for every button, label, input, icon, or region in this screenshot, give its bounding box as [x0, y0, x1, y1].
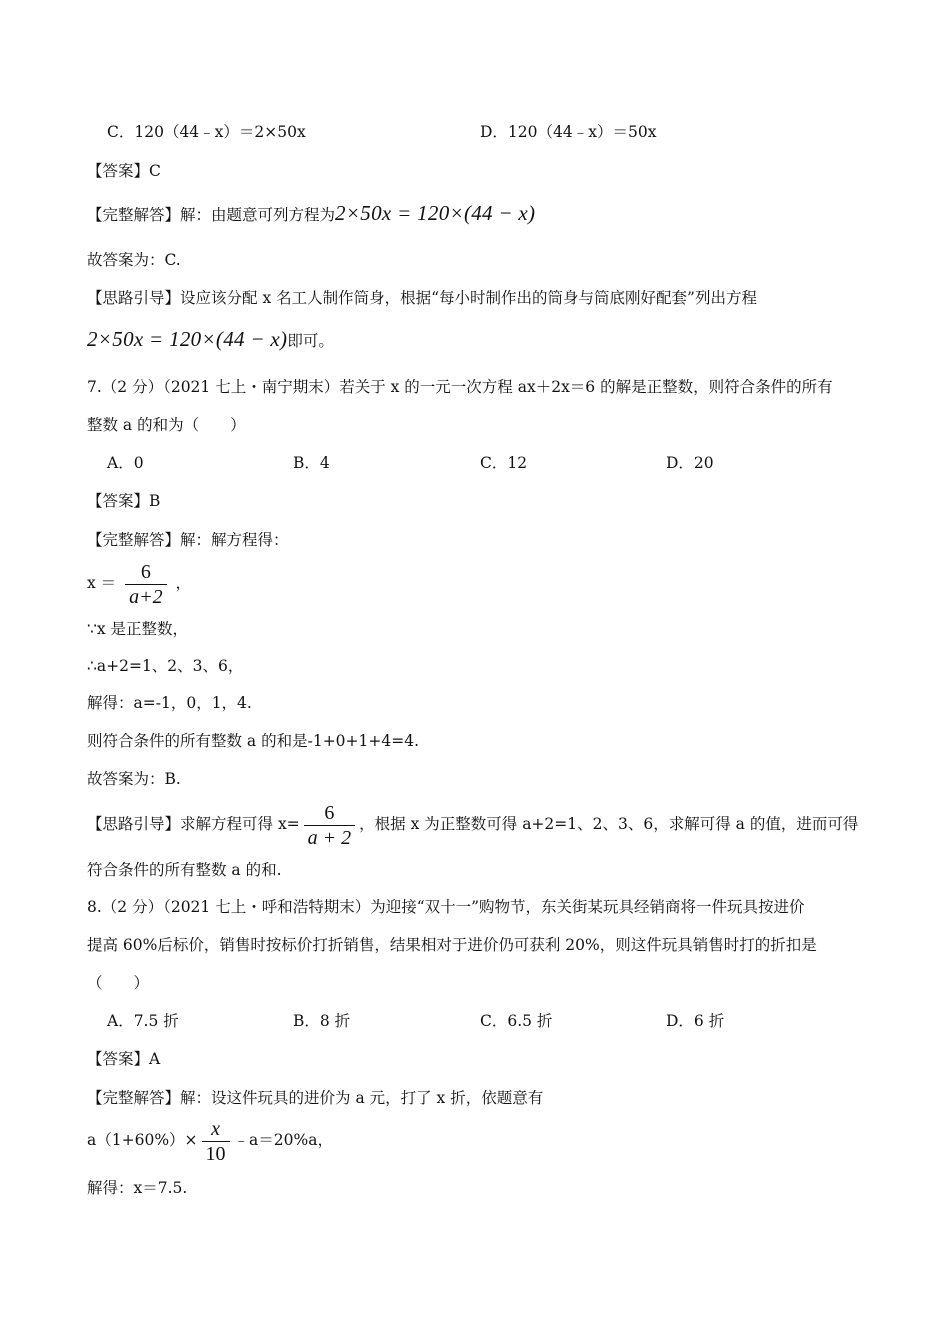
eq-suffix: ﹣a＝20%a，: [233, 1131, 333, 1149]
q8-stem-line2: 提高 60%后标价，销售时按标价打折销售，结果相对于进价仍可获利 20%，则这件玩具销售时打的折扣是: [87, 936, 817, 954]
q8-option-d: D．6 折: [666, 1012, 725, 1030]
hint-fraction: [304, 801, 356, 850]
answer-value: B: [149, 492, 161, 510]
solution-label: 【完整解答】: [87, 1089, 181, 1107]
hint-label: 【思路引导】: [87, 289, 181, 307]
q7-conclusion: 故答案为：B.: [87, 770, 181, 788]
hint-prefix: 求解方程可得 x=: [180, 815, 300, 833]
q8-stem-line3: （ ）: [87, 974, 150, 992]
answer-label: 【答案】: [87, 492, 150, 510]
answer-label: 【答案】: [87, 162, 150, 180]
fraction-numerator: 6: [125, 560, 167, 585]
q7-stem-line2: 整数 a 的和为（ ）: [87, 416, 246, 434]
hint-fraction-denominator: a + 2: [307, 826, 352, 849]
hint-fraction-numerator: 6: [304, 801, 356, 826]
q7-answer: [87, 490, 160, 512]
solution-text: 解：由题意可列方程为: [180, 206, 336, 224]
q6-hint-equation-line: [87, 328, 334, 352]
fraction-denominator: 10: [205, 1142, 226, 1165]
q7-x-equation: [87, 559, 191, 609]
q8-answer: [87, 1048, 160, 1070]
hint-text: 设应该分配 x 名工人制作筒身，根据“每小时制作出的筒身与筒底刚好配套”列出方程: [180, 289, 757, 307]
hint-suffix: 即可。: [287, 332, 334, 350]
q7-step2: ∴a+2=1、2、3、6，: [87, 657, 244, 675]
q8-option-a: A．7.5 折: [107, 1012, 179, 1030]
fraction: [202, 1117, 230, 1166]
x-eq-prefix: x ＝: [87, 574, 117, 592]
q7-step3: 解得：a=-1，0，1，4.: [87, 694, 252, 712]
solution-label: 【完整解答】: [87, 531, 181, 549]
q6-answer: [87, 160, 161, 182]
x-eq-suffix: ，: [175, 574, 192, 592]
q7-option-c: C．12: [480, 454, 528, 472]
fraction-denominator: a+2: [129, 585, 163, 608]
hint-suffix: ，根据 x 为正整数可得 a+2=1、2、3、6，求解可得 a 的值，进而可得: [359, 815, 859, 833]
solution-label: 【完整解答】: [87, 206, 181, 224]
q7-option-b: B．4: [293, 454, 330, 472]
q6-conclusion: 故答案为：C.: [87, 251, 181, 269]
q8-equation: [87, 1116, 333, 1166]
hint-equation: 2×50x = 120×(44 − x): [87, 327, 288, 351]
answer-label: 【答案】: [87, 1050, 150, 1068]
q6-option-d: D．120（44﹣x）＝50x: [480, 123, 657, 141]
solution-equation: 2×50x = 120×(44 − x): [335, 201, 536, 225]
q7-stem-line1: 7.（2 分）（2021 七上・南宁期末）若关于 x 的一元一次方程 ax＋2x＝6 的解是正整数，则符合条件的所有: [87, 378, 833, 396]
answer-value: A: [149, 1050, 161, 1068]
solution-text: 解：设这件玩具的进价为 a 元，打了 x 折，依题意有: [180, 1089, 544, 1107]
q7-solution: [87, 529, 289, 551]
q8-solution: [87, 1087, 543, 1109]
q8-option-b: B．8 折: [293, 1012, 351, 1030]
hint-label: 【思路引导】: [87, 815, 181, 833]
q7-step1: ∵x 是正整数，: [87, 620, 189, 638]
q7-hint: [87, 800, 858, 850]
q6-hint: [87, 287, 757, 309]
eq-prefix: a（1+60%）×: [87, 1131, 198, 1149]
q7-option-a: A．0: [107, 454, 144, 472]
q6-option-c: C．120（44﹣x）＝2×50x: [107, 123, 306, 141]
q8-stem-line1: 8.（2 分）（2021 七上・呼和浩特期末）为迎接“双十一”购物节，东关街某玩具经销商将一件玩具按进价: [87, 898, 805, 916]
solution-text: 解：解方程得：: [180, 531, 289, 549]
q6-solution: [87, 202, 535, 226]
fraction: [125, 560, 167, 609]
q7-option-d: D．20: [666, 454, 714, 472]
q8-option-c: C．6.5 折: [480, 1012, 553, 1030]
fraction-numerator: x: [202, 1117, 230, 1142]
q7-step4: 则符合条件的所有整数 a 的和是-1+0+1+4=4.: [87, 732, 420, 750]
answer-value: C: [149, 162, 161, 180]
q8-result: 解得：x＝7.5.: [87, 1179, 188, 1197]
q7-hint-line2: 符合条件的所有整数 a 的和.: [87, 861, 282, 879]
